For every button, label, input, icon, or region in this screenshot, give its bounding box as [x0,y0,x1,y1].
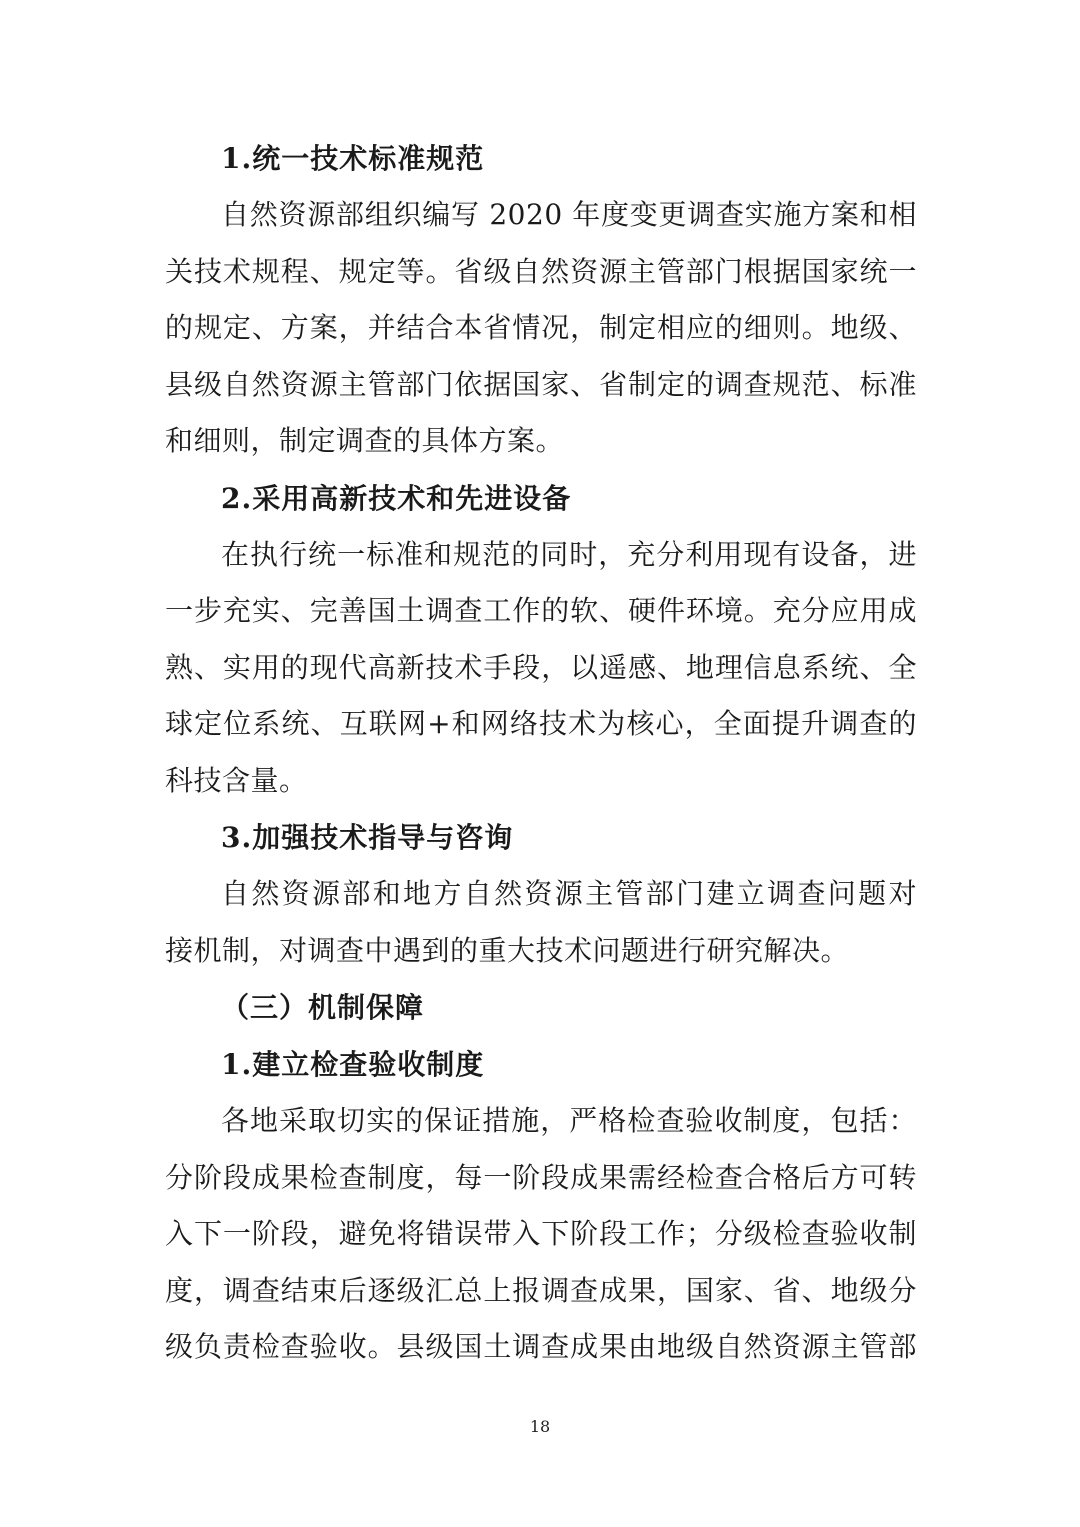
section-heading-technical-guidance: 3.加强技术指导与咨询 [221,821,514,854]
section-heading-inspection-acceptance: 1.建立检查验收制度 [221,1048,485,1081]
page-number: 18 [529,1417,551,1436]
paragraph-line: 接机制，对调查中遇到的重大技术问题进行研究解决。 [165,933,850,967]
paragraph-line: 在执行统一标准和规范的同时，充分利用现有设备，进 [221,537,917,571]
paragraph-advanced-technology [165,527,917,810]
paragraph-line: 自然资源部组织编写 2020 年度变更调查实施方案和相 [221,198,917,231]
paragraph-unified-standards [165,187,917,470]
section-heading-advanced-technology: 2.采用高新技术和先进设备 [221,481,572,515]
paragraph-line: 关技术规程、规定等。省级自然资源主管部门根据国家统一 [165,254,917,288]
paragraph-line: 球定位系统、互联网+和网络技术为核心，全面提升调查的 [165,707,917,740]
section-heading-unified-standards: 1.统一技术标准规范 [221,142,485,175]
paragraph-line: 熟、实用的现代高新技术手段，以遥感、地理信息系统、全 [165,650,917,684]
paragraph-line: 和细则，制定调查的具体方案。 [165,424,565,457]
paragraph-inspection-acceptance [165,1093,917,1376]
page-body [165,130,917,1376]
paragraph-line: 入下一阶段，避免将错误带入下阶段工作；分级检查验收制 [165,1217,917,1250]
paragraph-line: 一步充实、完善国土调查工作的软、硬件环境。充分应用成 [165,594,917,627]
paragraph-line: 分阶段成果检查制度，每一阶段成果需经检查合格后方可转 [165,1160,917,1194]
paragraph-technical-guidance [165,866,917,979]
paragraph-line: 科技含量。 [165,763,308,797]
paragraph-line: 县级自然资源主管部门依据国家、省制定的调查规范、标准 [165,367,917,401]
paragraph-line: 的规定、方案，并结合本省情况，制定相应的细则。地级、 [165,311,917,344]
paragraph-line: 度，调查结束后逐级汇总上报调查成果，国家、省、地级分 [165,1273,917,1307]
paragraph-line: 自然资源部和地方自然资源主管部门建立调查问题对 [221,877,917,910]
section-subheading-mechanism-guarantee: （三）机制保障 [221,991,425,1024]
paragraph-line: 级负责检查验收。县级国土调查成果由地级自然资源主管部 [165,1330,917,1363]
paragraph-line: 各地采取切实的保证措施，严格检查验收制度，包括： [221,1104,917,1137]
